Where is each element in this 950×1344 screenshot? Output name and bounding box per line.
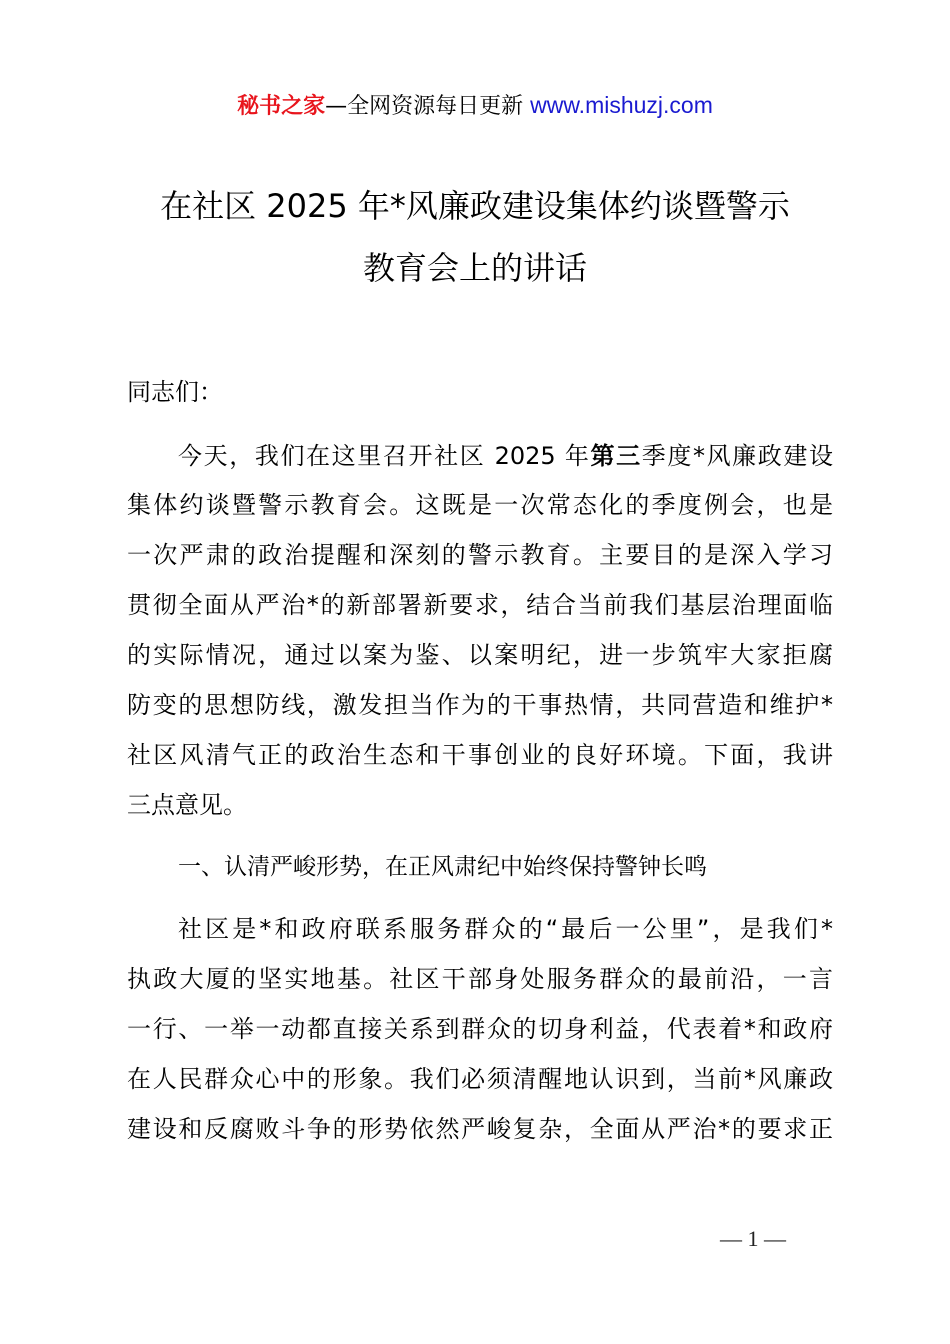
paragraph-1-line-1 — [178, 440, 833, 472]
paragraph-1-line: 社区风清气正的政治生态和干事创业的良好环境。下面，我讲 — [127, 741, 833, 769]
site-brand: 秘书之家 — [237, 94, 326, 119]
paragraph-1-line: 集体约谈暨警示教育会。这既是一次常态化的季度例会，也是 — [127, 491, 833, 519]
paragraph-1-text-pre: 今天，我们在这里召开社区 2025 年 — [178, 442, 591, 470]
paragraph-1-bold-text: 第三 — [590, 442, 642, 470]
paragraph-2-line: 一行、一举一动都直接关系到群众的切身利益，代表着*和政府 — [127, 1015, 833, 1043]
document-title-line-2: 教育会上的讲话 — [362, 249, 587, 287]
site-tagline: —全网资源每日更新 — [325, 94, 531, 119]
paragraph-2-line-1: 社区是*和政府联系服务群众的“最后一公里”，是我们* — [178, 915, 833, 943]
document-title-line-1: 在社区 2025 年*风廉政建设集体约谈暨警示 — [160, 187, 790, 225]
salutation: 同志们： — [127, 378, 223, 406]
paragraph-2-line: 执政大厦的坚实地基。社区干部身处服务群众的最前沿，一言 — [127, 965, 833, 993]
paragraph-1-line: 的实际情况，通过以案为鉴、以案明纪，进一步筑牢大家拒腐 — [127, 641, 833, 669]
paragraph-1-line: 三点意见。 — [127, 791, 247, 819]
site-header — [0, 88, 950, 124]
section-heading-1: 一、认清严峻形势，在正风肃纪中始终保持警钟长鸣 — [178, 854, 707, 880]
paragraph-2-line: 建设和反腐败斗争的形势依然严峻复杂，全面从严治*的要求正 — [127, 1115, 833, 1143]
site-url-link[interactable]: www.mishuzj.com — [530, 92, 713, 118]
paragraph-1-line: 贯彻全面从严治*的新部署新要求，结合当前我们基层治理面临 — [127, 591, 833, 619]
paragraph-1-line: 一次严肃的政治提醒和深刻的警示教育。主要目的是深入学习 — [127, 541, 833, 569]
paragraph-2-line: 在人民群众心中的形象。我们必须清醒地认识到，当前*风廉政 — [127, 1065, 833, 1093]
paragraph-1-text-post: 季度*风廉政建设 — [641, 442, 834, 470]
page-number: — 1 — — [720, 1226, 786, 1251]
paragraph-1-line: 防变的思想防线，激发担当作为的干事热情，共同营造和维护* — [127, 691, 833, 719]
